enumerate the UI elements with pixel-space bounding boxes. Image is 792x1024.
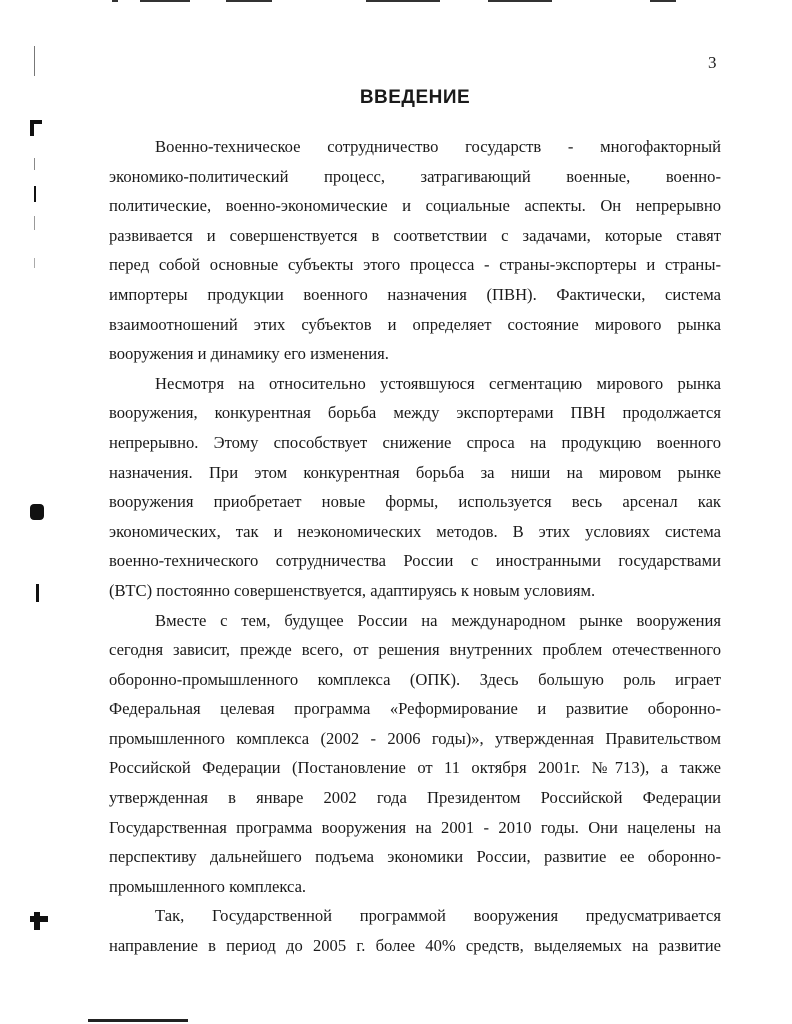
scan-dash [488, 0, 552, 2]
scan-mark [30, 504, 44, 520]
scan-dash [366, 0, 440, 2]
text-line: промышленного комплекса. [109, 876, 307, 896]
text-line: импортеры продукции военного назначения (ПВН). Фактически, система [109, 284, 721, 304]
page-number: 3 [708, 53, 717, 72]
text-line: оборонно-промышленного комплекса (ОПК). Здесь большую роль играет [109, 669, 721, 689]
text-line: экономических, так и неэкономических методов. В этих условиях система [109, 521, 721, 541]
scan-mark [36, 584, 39, 602]
text-line: Вместе с тем, будущее России на международном рынке вооружения [155, 610, 721, 630]
scan-mark [34, 258, 35, 268]
text-line: непрерывно. Этому способствует снижение спроса на продукцию военного [109, 432, 721, 452]
scan-mark [34, 912, 40, 930]
text-line: развивается и совершенствуется в соответствии с задачами, которые ставят [109, 225, 721, 245]
text-line: экономико-политический процесс, затрагивающий военные, военно- [109, 166, 721, 186]
scan-mark [34, 216, 35, 230]
text-line: сегодня зависит, прежде всего, от решения внутренних проблем отечественного [109, 640, 721, 660]
text-line: Государственная программа вооружения на 2001 - 2010 годы. Они нацелены на [109, 817, 721, 837]
scan-bottom-edge [88, 1019, 188, 1022]
paragraph [109, 901, 721, 960]
text-line: (ВТС) постоянно совершенствуется, адаптируясь к новым условиям. [109, 580, 596, 600]
scan-dash [650, 0, 676, 2]
text-line: политические, военно-экономические и социальные аспекты. Он непрерывно [109, 196, 721, 216]
text-line: перед собой основные субъекты этого процесса - страны-экспортеры и страны- [109, 255, 721, 275]
scan-left-edge [26, 0, 52, 1024]
text-line: Российской Федерации (Постановление от 11 октября 2001г. №713), а также [109, 758, 721, 778]
text-line: назначения. При этом конкурентная борьба за ниши на мировом рынке [109, 462, 721, 482]
text-line: перспективу дальнейшего подъема экономики России, развитие ее оборонно- [109, 847, 721, 867]
scan-top-edge [0, 0, 792, 8]
text-line: Несмотря на относительно устоявшуюся сегментацию мирового рынка [155, 373, 721, 393]
scan-mark [34, 186, 36, 202]
scan-mark [34, 46, 35, 76]
text-line: Федеральная целевая программа «Реформирование и развитие оборонно- [109, 699, 721, 719]
scan-dash [112, 0, 118, 2]
paragraph [109, 132, 721, 369]
paragraph [109, 606, 721, 902]
text-line: военно-технического сотрудничества России с иностранными государствами [109, 551, 721, 571]
text-line: Военно-техническое сотрудничество государств - многофакторный [155, 137, 721, 156]
text-line: промышленного комплекса (2002 - 2006 годы)», утвержденная Правительством [109, 728, 721, 748]
text-line: вооружения и динамику его изменения. [109, 344, 389, 364]
scan-dash [226, 0, 272, 2]
text-line: вооружения, конкурентная борьба между экспортерами ПВН продолжается [109, 403, 721, 423]
text-line: взаимоотношений этих субъектов и определяет состояние мирового рынка [109, 314, 721, 334]
scan-mark [30, 120, 34, 136]
text-line: направление в период до 2005 г. более 40% средств, выделяемых на развитие [109, 936, 721, 956]
paragraph [109, 369, 721, 606]
text-line: Так, Государственной программой вооружения предусматривается [155, 906, 721, 926]
text-line: утвержденная в январе 2002 года Президентом Российской Федерации [109, 788, 721, 808]
page-title: ВВЕДЕНИЕ [359, 87, 471, 108]
scan-dash [140, 0, 190, 2]
document-body [109, 132, 721, 961]
text-line: вооружения приобретает новые формы, используется весь арсенал как [109, 492, 721, 512]
scan-mark [34, 158, 35, 170]
